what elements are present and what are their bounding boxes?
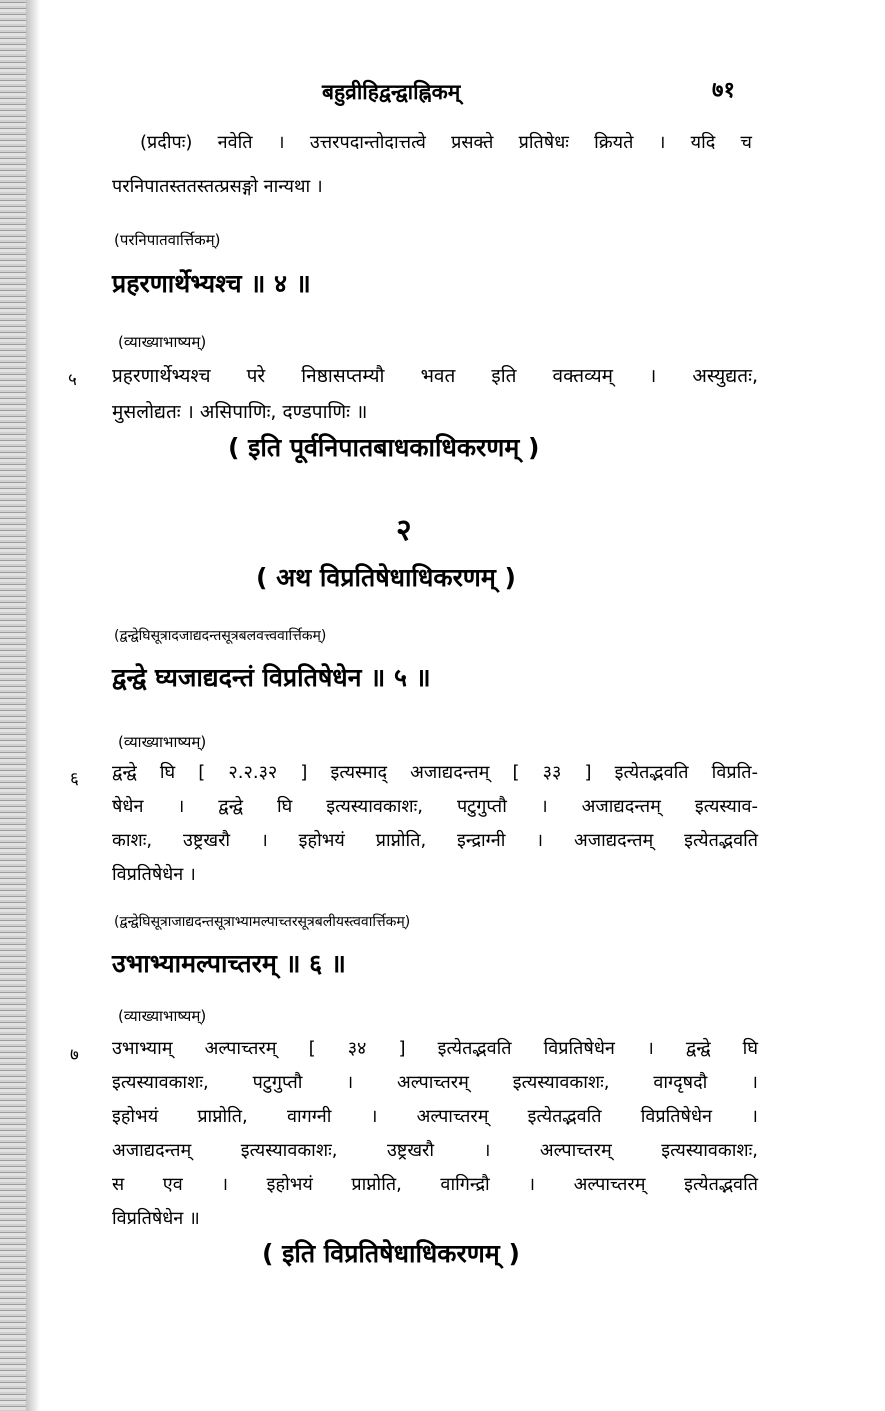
bhashya-label-2: (व्याख्याभाष्यम्) — [118, 733, 207, 751]
closing-heading-1: ( इति पूर्वनिपातबाधकाधिकरणम् ) — [228, 433, 540, 462]
closing-heading-3: ( इति विप्रतिषेधाधिकरणम् ) — [262, 1239, 520, 1268]
vartika-label-2: (द्वन्द्वेघिसूत्रादजाद्यदन्तसूत्रबलवत्त्ववार्त्तिकम्) — [114, 628, 327, 644]
running-header-title: बहुव्रीहिद्वन्द्वाह्निकम् — [322, 80, 461, 104]
line-number-5: ५ — [68, 370, 77, 390]
bhashya-1-line-1: प्रहरणार्थेभ्यश्च परे निष्ठासप्तम्यौ भवत इति वक्तव्यम् । अस्युद्यतः, — [112, 365, 758, 387]
bhashya-label-1: (व्याख्याभाष्यम्) — [118, 333, 207, 351]
bhashya-3-line-2: इत्यस्यावकाशः, पटुगुप्तौ । अल्पाच्तरम् इत्यस्यावकाशः, वाग्दृषदौ । — [112, 1072, 758, 1093]
bhashya-3-line-4: अजाद्यदन्तम् इत्यस्यावकाशः, उष्ट्रखरौ । अल्पाच्तरम् इत्यस्यावकाशः, — [112, 1140, 758, 1161]
bhashya-2-line-3: काशः, उष्ट्रखरौ । इहोभयं प्राप्नोति, इन्द्राग्नी । अजाद्यदन्तम् इत्येतद्भवति — [112, 830, 758, 851]
pradipa-line-1: (प्रदीपः) नवेति । उत्तरपदान्तोदात्तत्वे प्रसक्ते प्रतिषेधः क्रियते । यदि च — [140, 132, 752, 153]
vartika-1: प्रहरणार्थेभ्यश्च ॥ ४ ॥ — [112, 269, 311, 298]
vartika-label-3: (द्वन्द्वेघिसूत्राजाद्यदन्तसूत्राभ्यामल्पाच्तरसूत्रबलीयस्त्ववार्त्तिकम्) — [114, 914, 411, 930]
line-number-7: ७ — [70, 1045, 79, 1065]
bhashya-2-line-4: विप्रतिषेधेन । — [112, 864, 196, 885]
bhashya-3-line-3: इहोभयं प्राप्नोति, वागग्नी । अल्पाच्तरम् इत्येतद्भवति विप्रतिषेधेन । — [112, 1106, 758, 1127]
pradipa-line-2: परनिपातस्ततस्तत्प्रसङ्गो नान्यथा । — [112, 176, 323, 197]
vartika-label-1: (परनिपातवार्त्तिकम्) — [114, 231, 221, 249]
page-number: ७१ — [712, 78, 735, 103]
page-edge-gradient — [26, 0, 40, 1411]
line-number-6: ६ — [70, 769, 79, 789]
page-edge-shadow — [0, 0, 26, 1411]
bhashya-label-3: (व्याख्याभाष्यम्) — [118, 1007, 207, 1025]
bhashya-3-line-6: विप्रतिषेधेन ॥ — [112, 1208, 200, 1229]
bhashya-2-line-2: षेधेन । द्वन्द्वे घि इत्यस्यावकाशः, पटुगुप्तौ । अजाद्यदन्तम् इत्यस्याव- — [112, 796, 758, 817]
bhashya-3-line-1: उभाभ्याम् अल्पाच्तरम् [ ३४ ] इत्येतद्भवति विप्रतिषेधेन । द्वन्द्वे घि — [112, 1038, 758, 1059]
section-number-2: २ — [396, 513, 412, 548]
vartika-2: द्वन्द्वे घ्यजाद्यदन्तं विप्रतिषेधेन ॥ ५ ॥ — [112, 663, 431, 692]
bhashya-1-line-2: मुसलोद्यतः । असिपाणिः, दण्डपाणिः ॥ — [112, 401, 368, 423]
bhashya-3-line-5: स एव । इहोभयं प्राप्नोति, वागिन्द्रौ । अल्पाच्तरम् इत्येतद्भवति — [112, 1174, 758, 1195]
vartika-3: उभाभ्यामल्पाच्तरम् ॥ ६ ॥ — [112, 949, 346, 978]
bhashya-2-line-1: द्वन्द्वे घि [ २.२.३२ ] इत्यस्माद् अजाद्यदन्तम् [ ३३ ] इत्येतद्भवति विप्रति- — [112, 762, 758, 783]
section-heading-2: ( अथ विप्रतिषेधाधिकरणम् ) — [256, 563, 516, 592]
